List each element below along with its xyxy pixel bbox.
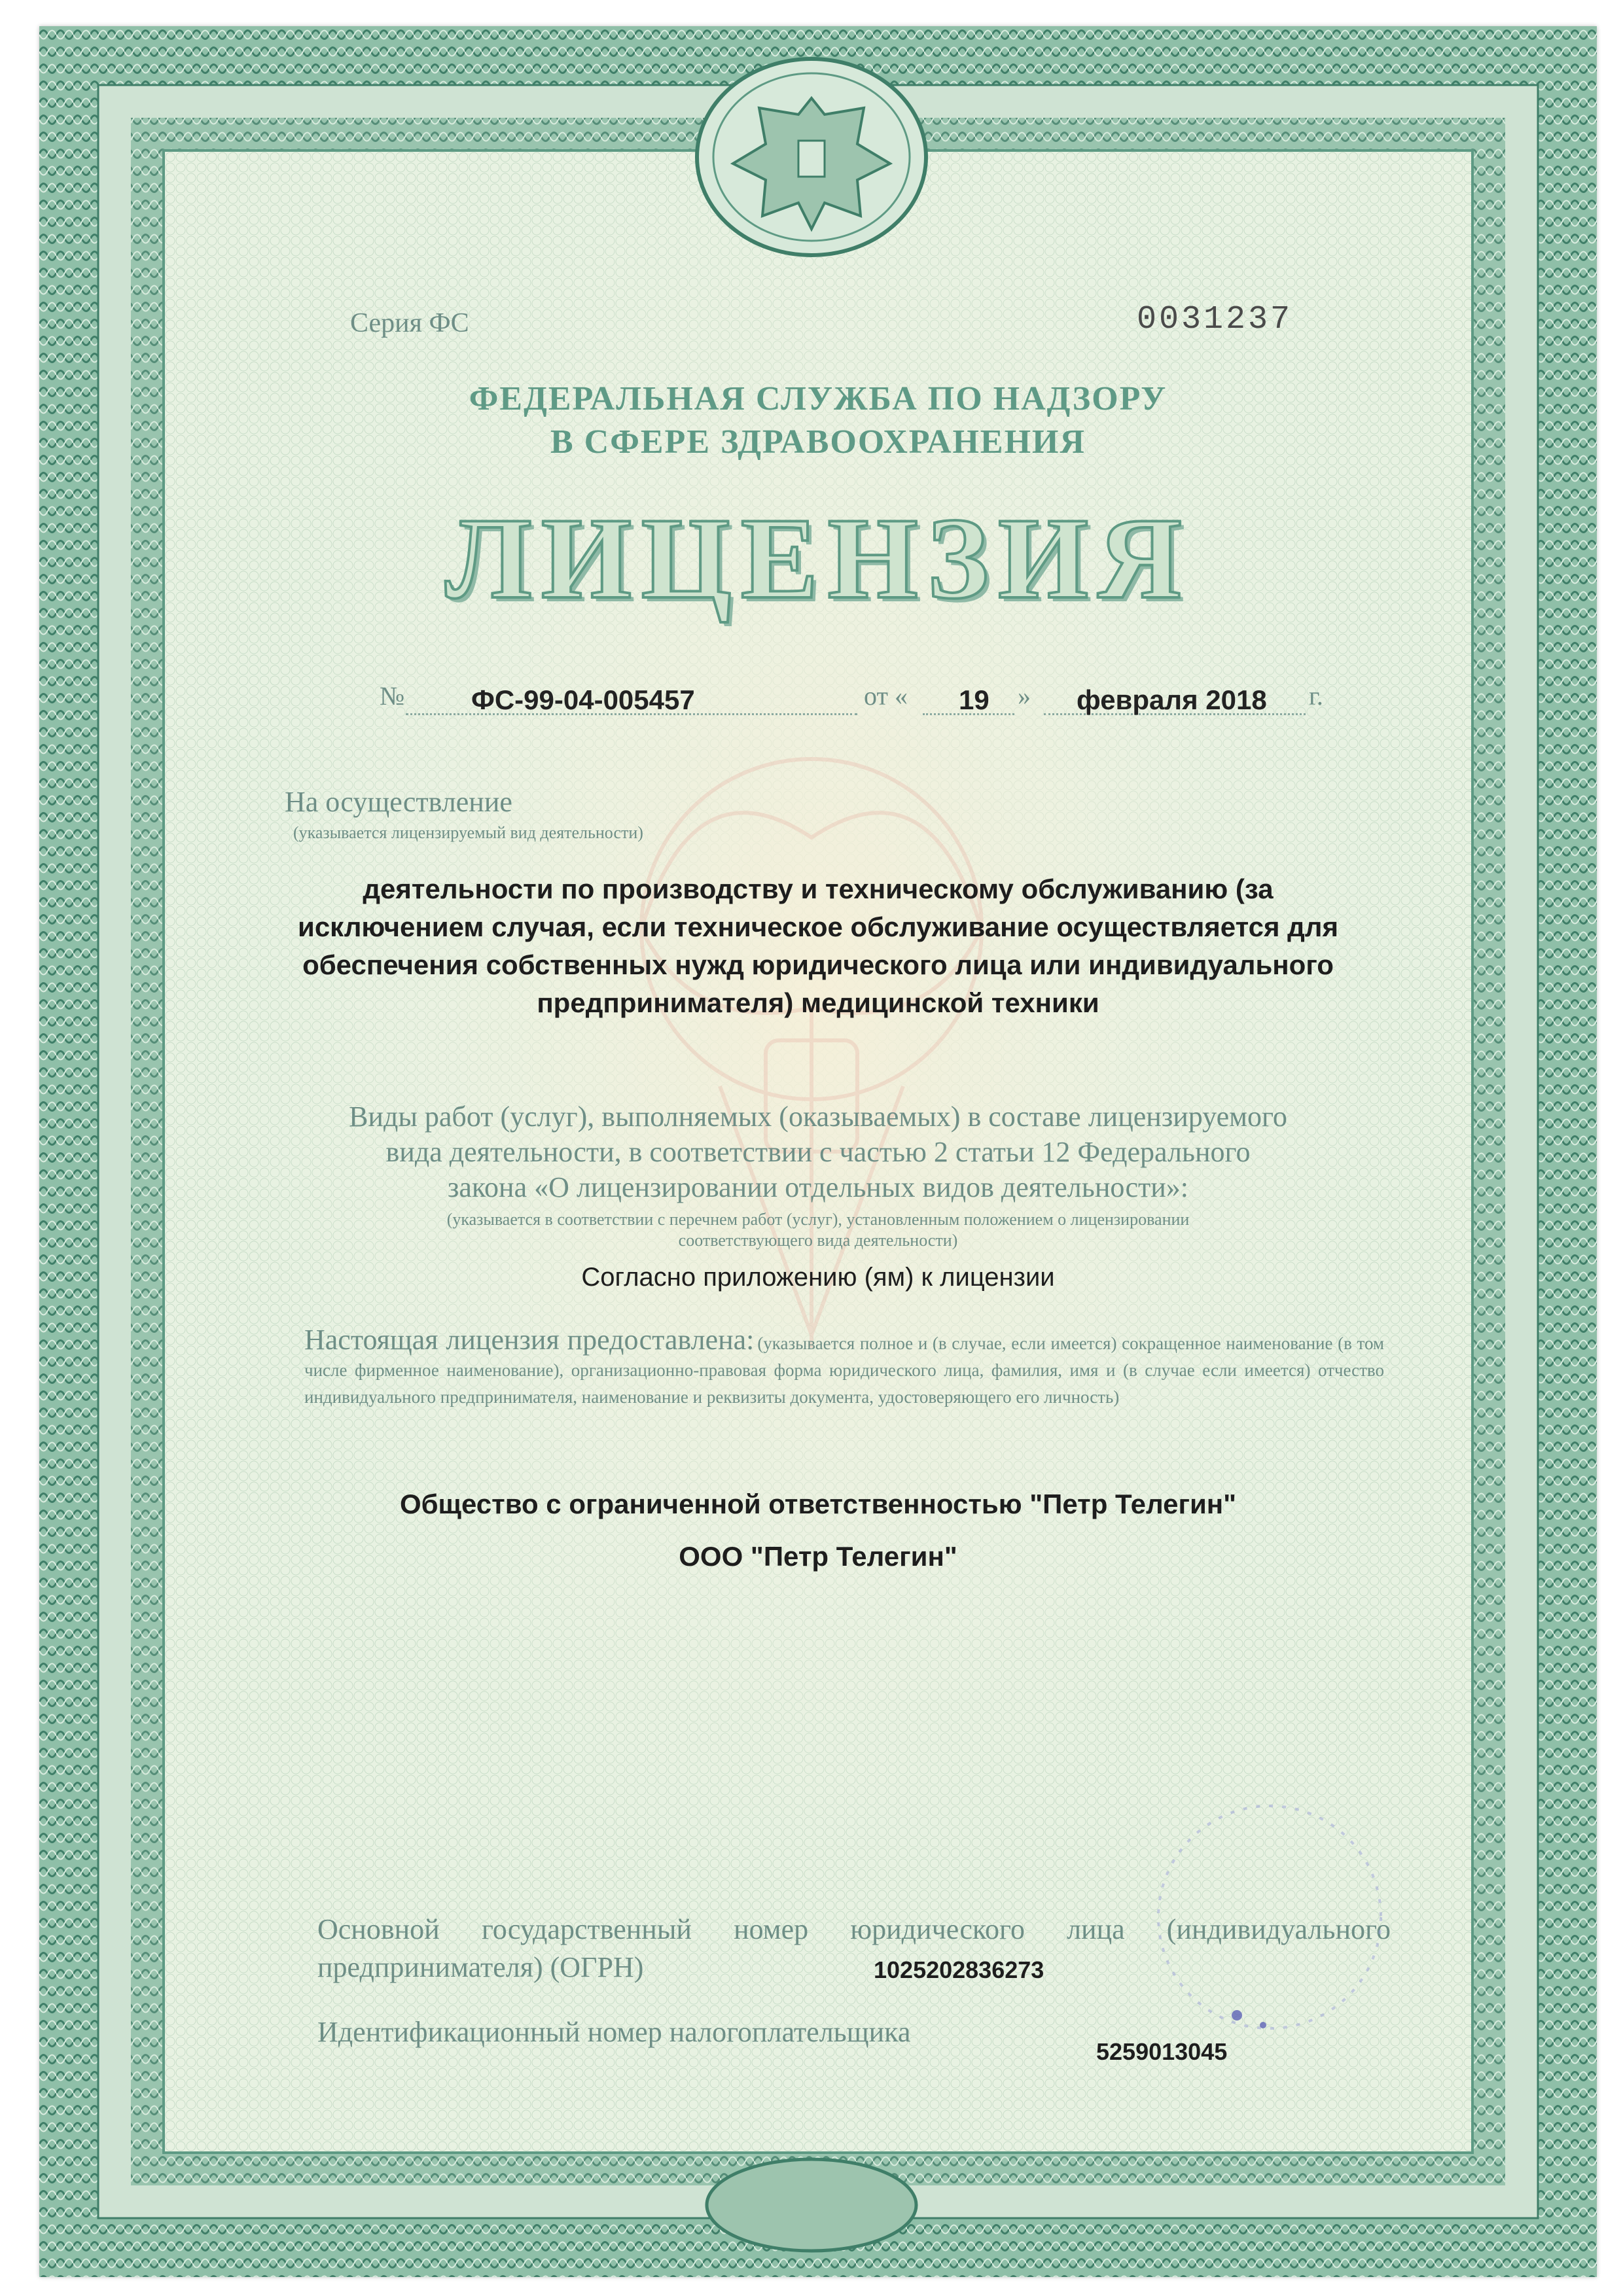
works-caption-line-3: закона «О лицензировании отдельных видов деятельности»: — [447, 1171, 1189, 1203]
granted-caption: Настоящая лицензия предоставлена: — [304, 1324, 755, 1356]
activity-caption: На осуществление — [285, 786, 512, 818]
activity-line-2: исключением случая, если техническое обслуживание осуществляется для — [298, 911, 1338, 942]
from-label: от « — [864, 681, 908, 711]
works-note-line-2: соответствующего вида деятельности) — [678, 1231, 958, 1250]
works-caption-line-1: Виды работ (услуг), выполняемых (оказываемых) в составе лицензируемого — [349, 1101, 1287, 1133]
granted-block — [304, 1324, 1385, 1412]
form-number: 0031237 — [1136, 301, 1293, 338]
agency-name-line2: В СФЕРЕ ЗДРАВООХРАНЕНИЯ — [550, 423, 1086, 461]
license-day: 19 — [959, 684, 990, 715]
works-caption-line-2: вида деятельности, в соответствии с частью 2 статьи 12 Федерального — [385, 1136, 1251, 1168]
activity-line-4: предпринимателя) медицинской техники — [537, 987, 1099, 1018]
license-number: ФС-99-04-005457 — [471, 684, 695, 715]
stamp-mark-icon — [1119, 1793, 1414, 2041]
activity-line-3: обеспечения собственных нужд юридического лица или индивидуального — [302, 949, 1334, 980]
number-label: № — [380, 681, 405, 711]
granted-note: (указывается полное и (в случае, если имеется) сокращенное наименование (в том числе фирменное наименование), организационно-правовая форма юридического лица, фамилия, имя и (в случае если имеется) отчество индивидуального предпринимателя, наименование и реквизиты документа, удостоверяющего его личность) — [304, 1333, 1385, 1407]
inn-caption: Идентификационный номер налогоплательщика — [317, 2016, 911, 2048]
ogrn-value: 1025202836273 — [874, 1956, 1044, 1983]
license-sheet — [39, 26, 1597, 2277]
ogrn-caption: Основной государственный номер юридического лица (индивидуального предпринимателя) (ОГРН) — [317, 1913, 1391, 1983]
document-title: ЛИЦЕНЗИЯ — [445, 493, 1191, 623]
works-note-line-1: (указывается в соответствии с перечнем работ (услуг), установленным положением о лицензировании — [446, 1210, 1190, 1229]
coat-of-arms-icon — [697, 59, 926, 255]
day-close-quote: » — [1018, 681, 1031, 711]
activity-note: (указывается лицензируемый вид деятельности) — [293, 823, 643, 842]
activity-line-1: деятельности по производству и техническому обслуживанию (за — [363, 874, 1274, 904]
licensee-short-name: ООО "Петр Телегин" — [679, 1541, 957, 1572]
year-suffix: г. — [1309, 681, 1323, 711]
series-label: Серия ФС — [350, 308, 469, 338]
license-month-year: февраля 2018 — [1077, 684, 1267, 715]
licensee-full-name: Общество с ограниченной ответственностью "Петр Телегин" — [399, 1489, 1237, 1519]
works-value: Согласно приложению (ям) к лицензии — [581, 1263, 1055, 1292]
inn-value: 5259013045 — [1096, 2038, 1228, 2065]
agency-name-line1: ФЕДЕРАЛЬНАЯ СЛУЖБА ПО НАДЗОРУ — [469, 380, 1168, 417]
